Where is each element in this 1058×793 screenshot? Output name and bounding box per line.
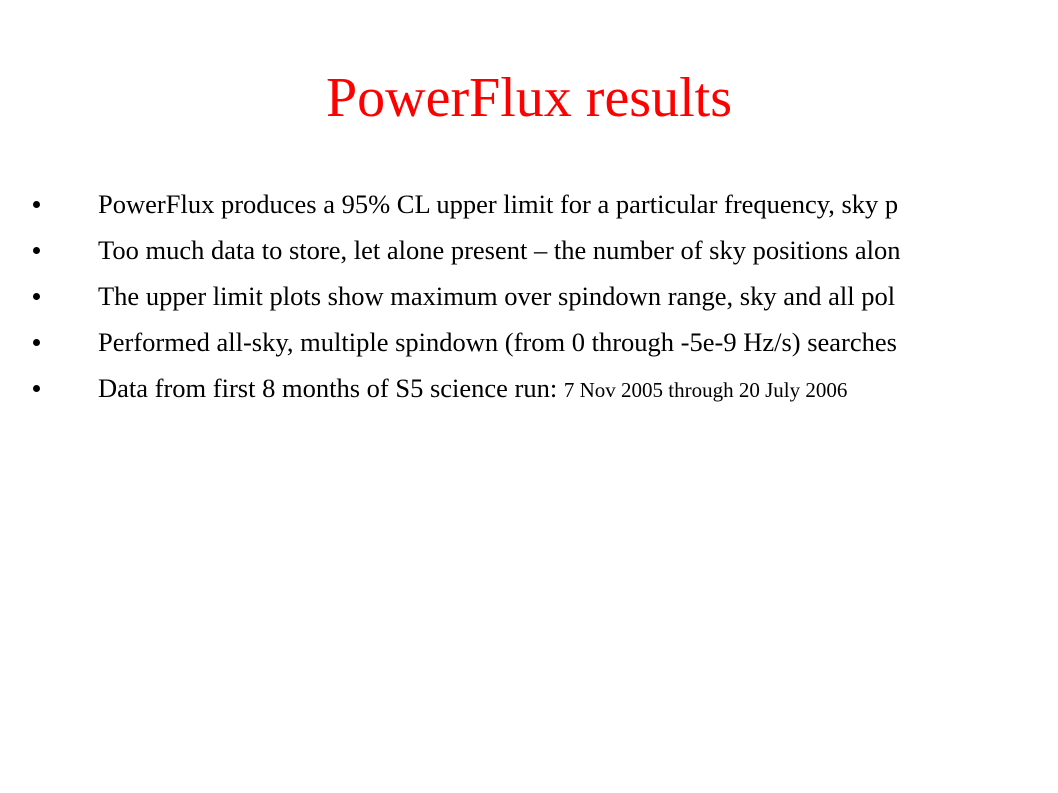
bullet-text	[98, 187, 898, 221]
bullet-main-text: Performed all-sky, multiple spindown (from 0 through -5e-9 Hz/s) searches	[98, 327, 897, 357]
bullet-date-range: 7 Nov 2005 through 20 July 2006	[563, 378, 848, 402]
bullet-main-text: Too much data to store, let alone present – the number of sky positions alon	[98, 235, 901, 265]
bullet-item	[0, 325, 1058, 371]
bullet-dot-icon	[33, 385, 40, 392]
bullet-dot-icon	[33, 293, 40, 300]
bullet-item	[0, 371, 1058, 417]
bullet-item	[0, 187, 1058, 233]
slide-title: PowerFlux results	[326, 67, 732, 129]
bullet-text	[98, 325, 897, 359]
bullet-dot-icon	[33, 201, 40, 208]
bullet-dot-icon	[33, 339, 40, 346]
bullet-dot-icon	[33, 247, 40, 254]
bullet-main-text: PowerFlux produces a 95% CL upper limit for a particular frequency, sky p	[98, 189, 899, 219]
bullet-main-text: Data from first 8 months of S5 science run:	[98, 373, 564, 403]
bullet-item	[0, 279, 1058, 325]
bullet-text	[98, 371, 847, 407]
bullet-main-text: The upper limit plots show maximum over spindown range, sky and all pol	[98, 281, 896, 311]
bullet-item	[0, 233, 1058, 279]
bullet-list	[0, 187, 1058, 417]
bullet-text	[98, 279, 895, 313]
bullet-text	[98, 233, 901, 267]
